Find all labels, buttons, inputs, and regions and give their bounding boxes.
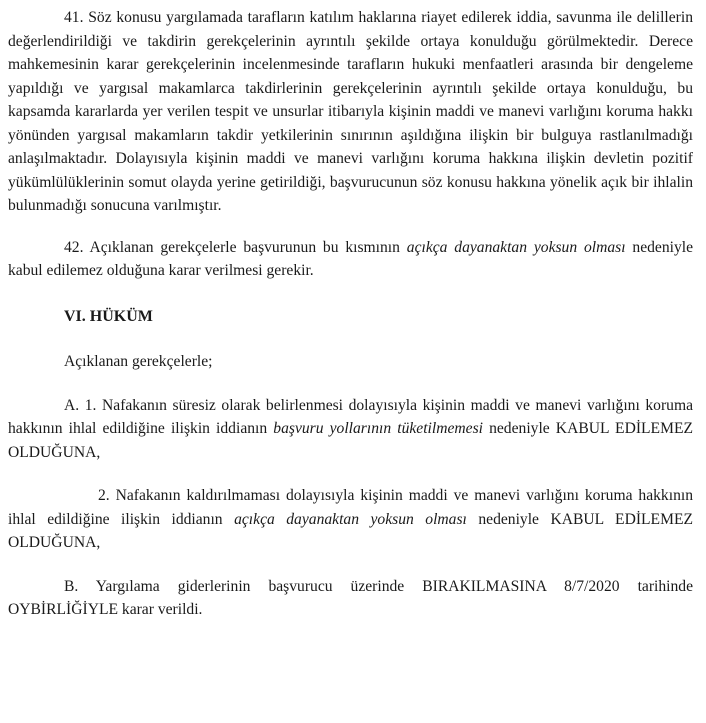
item-a2-text-end: nedeniyle KABUL EDİLEMEZ OLDUĞUNA, xyxy=(8,510,694,551)
paragraph-42-text-end: nedeniyle kabul edilemez olduğuna karar verilmesi gerekir. xyxy=(8,238,694,279)
verdict-intro: Açıklanan gerekçelerle; xyxy=(64,353,213,370)
paragraph-42-italic: açıkça dayanaktan yoksun olması xyxy=(406,238,626,256)
item-a1-text-end: nedeniyle KABUL EDİLEMEZ OLDUĞUNA, xyxy=(8,420,693,461)
item-a2-text-start: 2. Nafakanın kaldırılmaması dolayısıyla kişinin maddi ve manevi varlığını koruma hakkının ihlal edildiğine ilişkin iddianın xyxy=(8,487,693,528)
item-a2-italic: açıkça dayanaktan yoksun olması xyxy=(234,510,467,528)
item-a1-text-start: A. 1. Nafakanın süresiz olarak belirlenmesi dolayısıyla kişinin maddi ve manevi varlığını koruma hakkının ihlal edildiğine ilişkin iddianın xyxy=(8,396,693,437)
section-heading: VI. HÜKÜM xyxy=(64,307,153,325)
paragraph-42-text-start: 42. Açıklanan gerekçelerle başvurunun bu kısmının xyxy=(64,238,407,256)
paragraph-42 xyxy=(8,236,693,283)
verdict-item-a2 xyxy=(8,484,693,555)
item-a1-italic: başvuru yollarının tüketilmemesi xyxy=(273,420,483,437)
verdict-item-a1 xyxy=(8,394,693,465)
document-page xyxy=(8,6,693,622)
paragraph-41: 41. Söz konusu yargılamada tarafların katılım haklarına riayet edilerek iddia, savunma ile delillerin değerlendirildiği ve takdirin gerekçelerinin ayrıntılı şekilde ortaya konulduğu görülmektedir. Derece mahkemesinin karar gerekçelerinin incelenmesinde tarafların hukuki menfaatleri arasında bir dengeleme yapıldığı ve yargısal makamlarca takdirlerinin gerekçelerinin ayrıntılı şekilde ortaya konulduğu, bu kapsamda kararlarda yer verilen tespit ve unsurlar itibarıyla kişinin maddi ve manevi varlığını koruma hakkı yönünden yargısal makamların takdir yetkilerinin sınırının aşıldığına ilişkin bir bulguya rastlanılmadığı anlaşılmaktadır. Dolayısıyla kişinin maddi ve manevi varlığını koruma hakkına ilişkin devletin pozitif yükümlülüklerinin somut olayda yerine getirildiği, başvurucunun söz konusu hakkına yönelik açık bir ihlalin bulunmadığı sonucuna varılmıştır. xyxy=(8,9,693,214)
verdict-item-b: B. Yargılama giderlerinin başvurucu üzerinde BIRAKILMASINA 8/7/2020 tarihinde OYBİRLİĞİYLE karar verildi. xyxy=(8,577,693,618)
